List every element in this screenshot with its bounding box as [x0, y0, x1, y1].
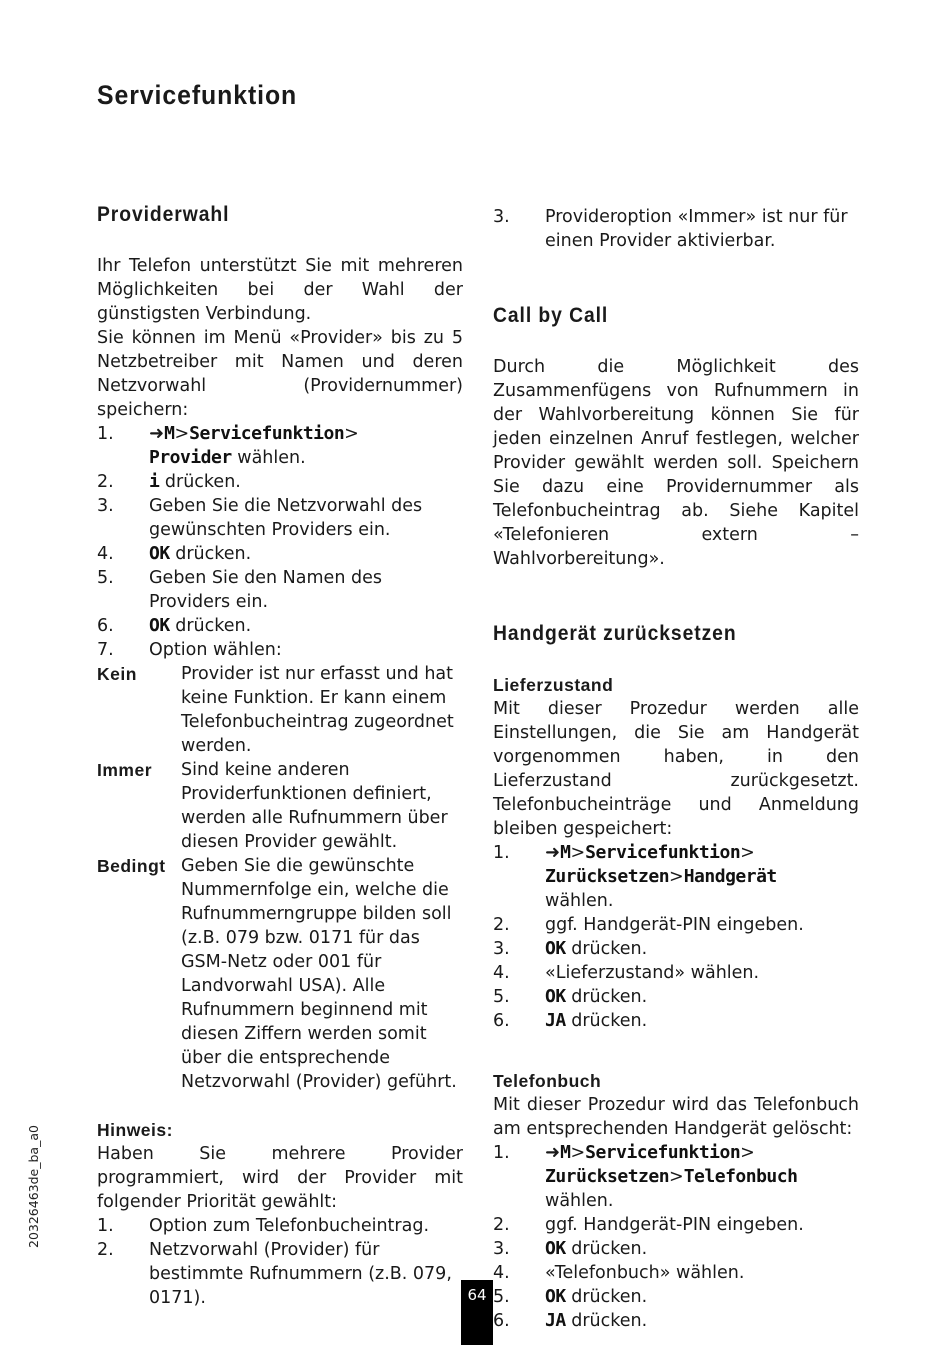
page-number: 64 — [461, 1280, 493, 1345]
menu-key: Zurücksetzen — [545, 1166, 670, 1187]
provider-steps — [97, 422, 463, 662]
note-steps-continued — [493, 205, 859, 253]
list-item: 2. ggf. Handgerät-PIN eingeben. — [493, 1215, 804, 1235]
ok-key: OK — [545, 986, 566, 1007]
list-item: 2. i drücken. — [97, 471, 241, 492]
phonebook-text: Mit dieser Prozedur wird das Telefonbuch am entsprechenden Handgerät gelöscht: — [493, 1095, 859, 1139]
yes-key: JA — [545, 1310, 566, 1331]
list-item: 2. Netzvorwahl (Provider) für bestimmte Rufnummern (z.B. 079, 0171). — [97, 1240, 452, 1308]
list-item: 3. Provideroption «Immer» ist nur für einen Provider aktivierbar. — [493, 207, 848, 251]
menu-key: M — [560, 842, 571, 863]
list-item: 4. «Telefonbuch» wählen. — [493, 1263, 745, 1283]
list-item: 4. «Lieferzustand» wählen. — [493, 963, 760, 983]
callbycall-text: Durch die Möglichkeit des Zusammenfügens von Rufnummern in der Wahlvorbereitung können Sie für jeden einzelnen Anruf festlegen, welcher Provider gewählt werden soll. Speichern Sie dazu eine Providernummer als Telefonbucheintrag ab. Siehe Kapitel «Telefonieren extern – Wahlvorbereitung». — [493, 357, 859, 569]
provider-options — [97, 662, 463, 1094]
arrow-icon: ➜ — [149, 423, 165, 444]
yes-key: JA — [545, 1010, 566, 1031]
menu-key: Servicefunktion — [189, 423, 345, 444]
note-steps — [97, 1214, 463, 1310]
arrow-icon: ➜ — [545, 1142, 561, 1163]
list-item: 2. ggf. Handgerät-PIN eingeben. — [493, 915, 804, 935]
menu-key: Telefonbuch — [683, 1166, 798, 1187]
provider-intro-1: Ihr Telefon unterstützt Sie mit mehreren Möglichkeiten bei der Wahl der günstigsten Verbindung. — [97, 256, 463, 324]
provider-intro-2: Sie können im Menü «Provider» bis zu 5 Netzbetreiber mit Namen und deren Netzvorwahl (Providernummer) speichern: — [97, 328, 463, 420]
menu-key: Servicefunktion — [585, 842, 741, 863]
list-item: 7. Option wählen: — [97, 640, 282, 660]
option-term: Immer — [97, 760, 153, 780]
arrow-icon: ➜ — [545, 842, 561, 863]
option-item — [97, 758, 463, 854]
ok-key: OK — [545, 938, 566, 959]
note-text: Haben Sie mehrere Provider programmiert, wird der Provider mit folgender Priorität gewählt: — [97, 1144, 463, 1212]
menu-key: Zurücksetzen — [545, 866, 670, 887]
list-item: 1. ➜M>Servicefunktion> Zurücksetzen>Handgerät wählen. — [493, 842, 777, 911]
ok-key: OK — [545, 1286, 566, 1307]
option-term: Bedingt — [97, 856, 166, 876]
factory-text: Mit dieser Prozedur werden alle Einstellungen, die Sie am Handgerät vorgenommen haben, in den Lieferzustand zurückgesetzt. Telefonbucheinträge und Anmeldung bleiben gespeichert: — [493, 699, 859, 839]
list-item: 1. Option zum Telefonbucheintrag. — [97, 1216, 430, 1236]
left-column — [97, 200, 463, 1310]
ok-key: OK — [545, 1238, 566, 1259]
phonebook-steps — [493, 1141, 859, 1333]
list-item: 1. ➜M>Servicefunktion> Zurücksetzen>Telefonbuch wählen. — [493, 1142, 798, 1211]
option-item — [97, 662, 463, 758]
list-item: 4. OK drücken. — [97, 543, 252, 564]
reset-heading: Handgerät zurücksetzen — [493, 622, 737, 645]
note-heading: Hinweis: — [97, 1120, 173, 1140]
option-desc: Sind keine anderen Providerfunktionen definiert, werden alle Rufnummern über diesen Provider gewählt. — [181, 760, 448, 852]
phonebook-subheading: Telefonbuch — [493, 1071, 602, 1091]
right-column — [493, 205, 859, 1333]
list-item: 5. OK drücken. — [493, 986, 648, 1007]
list-item: 6. JA drücken. — [493, 1010, 648, 1031]
list-item: 5. OK drücken. — [493, 1286, 648, 1307]
list-item: 3. Geben Sie die Netzvorwahl des gewünschten Providers ein. — [97, 496, 423, 540]
list-item: 3. OK drücken. — [493, 1238, 648, 1259]
ok-key: OK — [149, 543, 170, 564]
menu-key: M — [560, 1142, 571, 1163]
page-title: Servicefunktion — [97, 80, 298, 110]
info-key: i — [149, 471, 160, 492]
menu-key: M — [164, 423, 175, 444]
option-term: Kein — [97, 664, 137, 684]
list-item: 1. ➜M>Servicefunktion> Provider wählen. — [97, 423, 359, 468]
option-item — [97, 854, 463, 1094]
callbycall-heading: Call by Call — [493, 304, 609, 327]
providerwahl-heading: Providerwahl — [97, 203, 230, 226]
list-item: 3. OK drücken. — [493, 938, 648, 959]
list-item: 6. JA drücken. — [493, 1310, 648, 1331]
option-desc: Provider ist nur erfasst und hat keine Funktion. Er kann einem Telefonbucheintrag zugeordnet werden. — [181, 664, 454, 756]
factory-subheading: Lieferzustand — [493, 675, 614, 695]
list-item: 5. Geben Sie den Namen des Providers ein. — [97, 568, 382, 612]
list-item: 6. OK drücken. — [97, 615, 252, 636]
menu-key: Provider — [149, 447, 232, 468]
factory-steps — [493, 841, 859, 1033]
menu-key: Servicefunktion — [585, 1142, 741, 1163]
document-code: 20326463de_ba_a0 — [26, 1125, 41, 1248]
menu-key: Handgerät — [683, 866, 777, 887]
option-desc: Geben Sie die gewünschte Nummernfolge ein, welche die Rufnummerngruppe bilden soll (z.B. 079 bzw. 0171 für das GSM-Netz oder 001 für Landvorwahl USA). Alle Rufnummern beginnend mit diesen Ziffern werden somit über die entsprechende Netzvorwahl (Provider) geführt. — [181, 856, 457, 1092]
ok-key: OK — [149, 615, 170, 636]
